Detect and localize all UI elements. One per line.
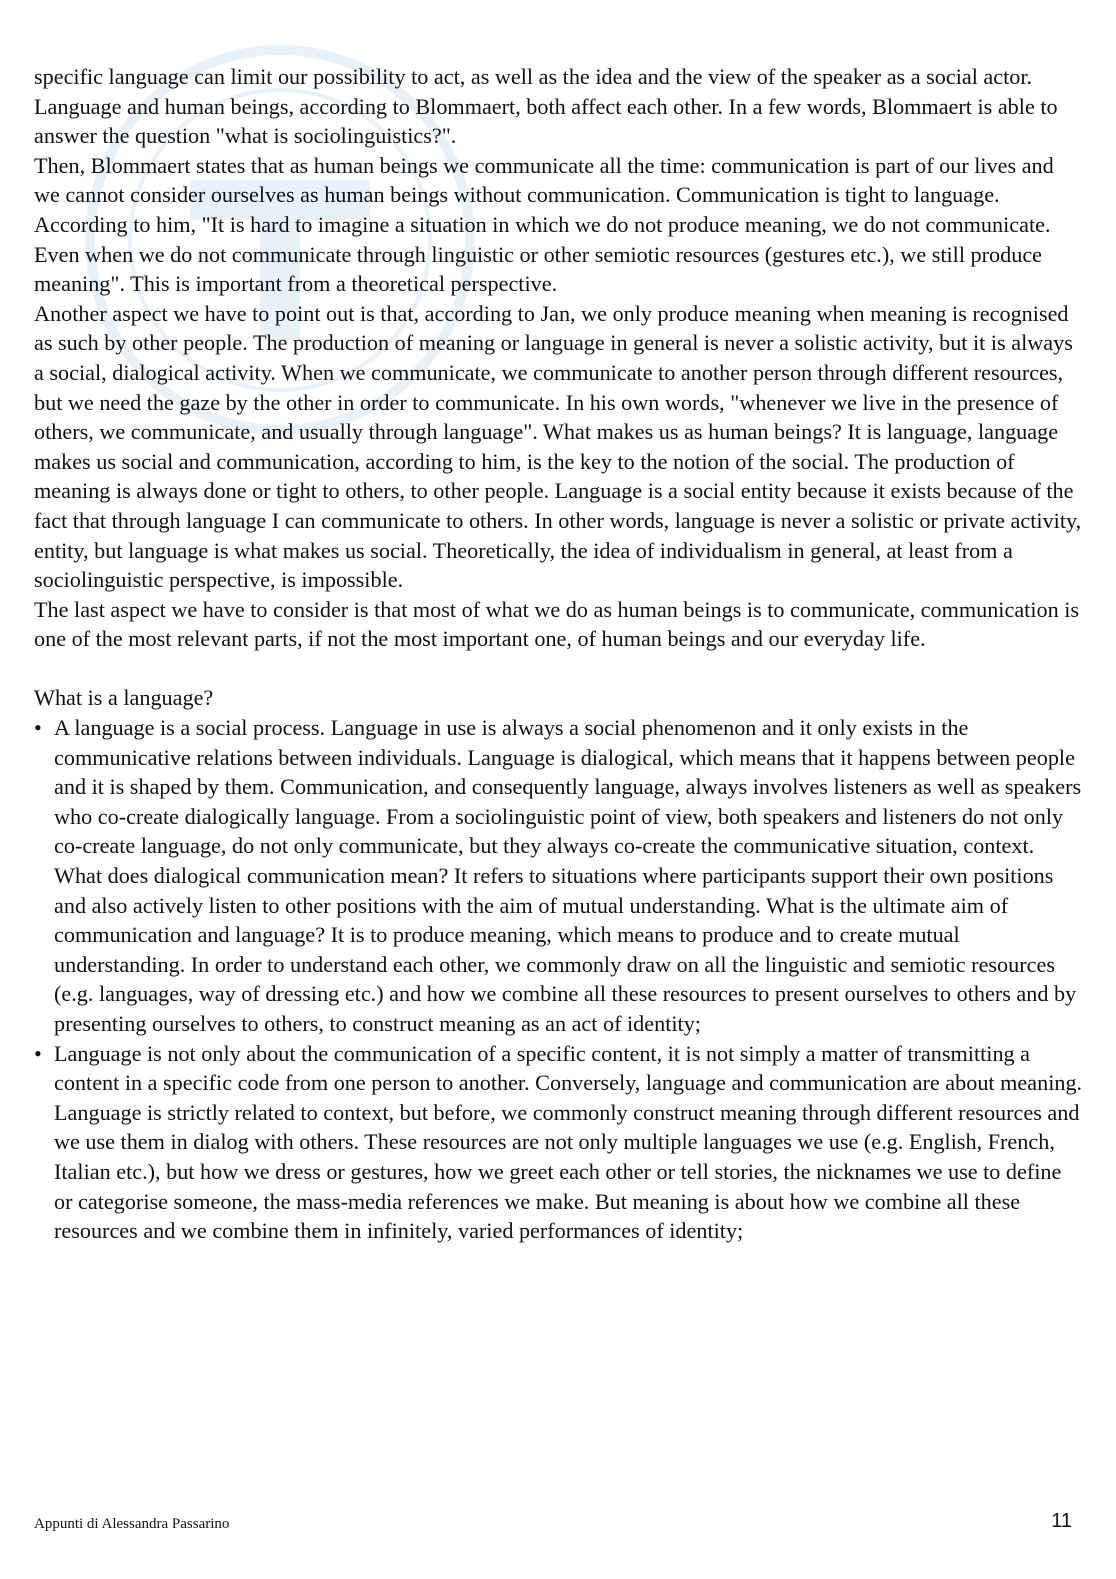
bullet-icon: •	[34, 1040, 42, 1066]
page-number: 11	[1051, 1510, 1072, 1532]
footer-author: Appunti di Alessandra Passarino	[34, 1516, 230, 1532]
list-item-text: Language is not only about the communication of a specific content, it is not simply a matter of transmitting a content in a specific code from one person to another. Conversely, language and communication are about meaning. Language is strictly related to context, but before, we commonly construct meaning through different resources and we use them in dialog with others. These resources are not only multiple languages we use (e.g. English, French, Italian etc.), but how we dress or gestures, how we greet each other or tell stories, the nicknames we use to define or categorise someone, the mass-media references we make. But meaning is about how we combine all these resources and we combine them in infinitely, varied performances of identity;	[54, 1040, 1083, 1244]
list-item-text: A language is a social process. Language in use is always a social phenomenon and it only exists in the communicative relations between individuals. Language is dialogical, which means that it happens between people and it is shaped by them. Communication, and consequently language, always involves listeners as well as speakers who co-create dialogically language. From a sociolinguistic point of view, both speakers and listeners do not only co-create language, do not only communicate, but they always co-create the communicative situation, context. What does dialogical communication mean? It refers to situations where participants support their own positions and also actively listen to other positions with the aim of mutual understanding. What is the ultimate aim of communication and language? It is to produce meaning, which means to produce and to create mutual understanding. In order to understand each other, we commonly draw on all the linguistic and semiotic resources (e.g. languages, way of dressing etc.) and how we combine all these resources to present ourselves to others and by presenting ourselves to others, to construct meaning as an act of identity;	[54, 715, 1082, 1036]
bullet-icon: •	[34, 715, 42, 741]
paragraph-3: Another aspect we have to point out is that, according to Jan, we only produce meaning when meaning is recognised as such by other people. The production of meaning or language in general is never a solistic activity, but it is always a social, dialogical activity. When we communicate, we communicate to another person through different resources, but we need the gaze by the other in order to communicate. In his own words, "whenever we live in the presence of others, we communicate, and usually through language". What makes us as human beings? It is language, language makes us social and communication, according to him, is the key to the notion of the social. The production of meaning is always done or tight to others, to other people. Language is a social entity because it exists because of the fact that through language I can communicate to others. In other words, language is never a solistic or private activity, entity, but language is what makes us social. Theoretically, the idea of individualism in general, at least from a sociolinguistic perspective, is impossible.	[34, 300, 1082, 593]
paragraph-2: Then, Blommaert states that as human beings we communicate all the time: communication is part of our lives and we cannot consider ourselves as human beings without communication. Communication is tight to language. According to him, "It is hard to imagine a situation in which we do not produce meaning, we do not communicate. Even when we do not communicate through linguistic or other semiotic resources (gestures etc.), we still produce meaning". This is important from a theoretical perspective.	[34, 152, 1054, 297]
list-item	[34, 1039, 1084, 1246]
document-body	[34, 62, 1084, 1246]
section-heading: What is a language?	[34, 685, 214, 711]
list-item	[34, 713, 1084, 1039]
paragraph-4: The last aspect we have to consider is that most of what we do as human beings is to communicate, communication is one of the most relevant parts, if not the most important one, of human beings and our everyday life.	[34, 596, 1080, 652]
paragraph-1: specific language can limit our possibility to act, as well as the idea and the view of the speaker as a social actor. Language and human beings, according to Blommaert, both affect each other. In a few words, Blommaert is able to answer the question "what is sociolinguistics?".	[34, 64, 1058, 149]
bullet-list	[34, 713, 1084, 1246]
